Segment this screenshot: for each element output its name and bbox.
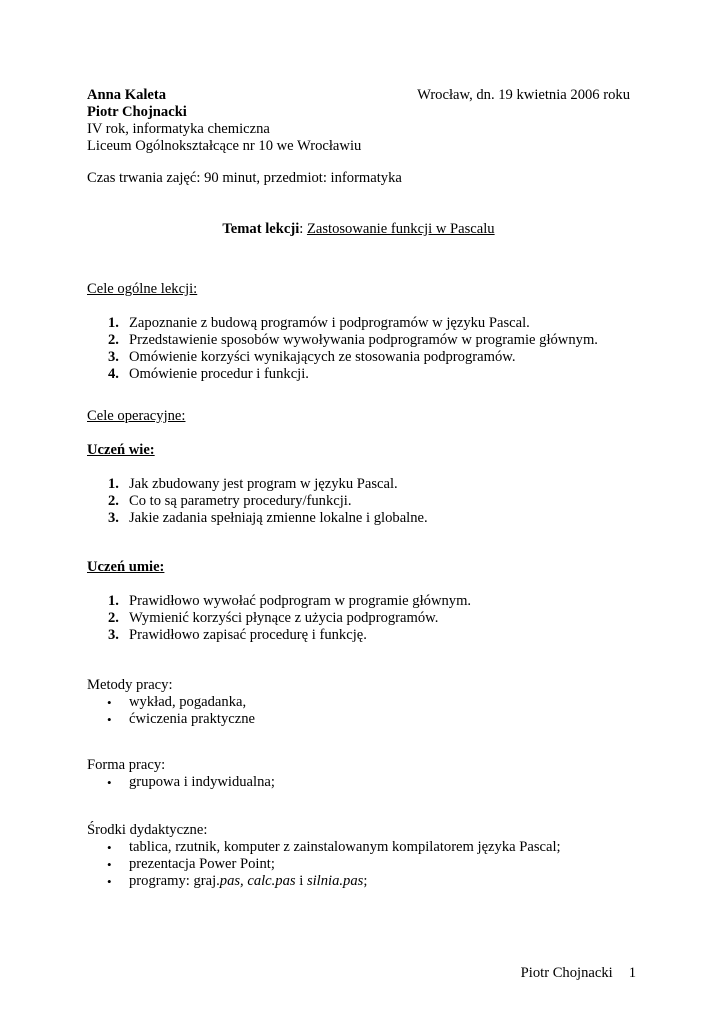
- place-date: Wrocław, dn. 19 kwietnia 2006 roku: [417, 87, 630, 103]
- teaching-aids-list: [87, 839, 630, 890]
- work-methods-section: [87, 677, 630, 728]
- student-can-list: [87, 593, 630, 644]
- student-can-heading: Uczeń umie:: [87, 559, 165, 575]
- page-number: 1: [628, 965, 636, 981]
- list-item: • wykład, pogadanka,: [107, 694, 247, 710]
- list-item: 1. Prawidłowo wywołać podprogram w programie głównym.: [108, 593, 472, 609]
- list-item: • grupowa i indywidualna;: [107, 774, 275, 790]
- topic-label: Temat lekcji: [222, 221, 300, 237]
- bullet-icon: •: [107, 857, 112, 872]
- student-knows-heading: Uczeń wie:: [87, 442, 155, 458]
- bullet-icon: •: [107, 840, 112, 855]
- list-item: 2. Co to są parametry procedury/funkcji.: [108, 493, 352, 509]
- school-name: Liceum Ogólnokształcące nr 10 we Wrocławiu: [87, 138, 362, 154]
- author-name-2: Piotr Chojnacki: [87, 104, 187, 120]
- work-form-section: [87, 757, 630, 791]
- teaching-aids-heading: Środki dydaktyczne:: [87, 822, 208, 838]
- list-item: • programy: graj.pas, calc.pas i silnia.pas;: [107, 873, 368, 889]
- list-item: 2. Przedstawienie sposobów wywoływania podprogramów w programie głównym.: [108, 332, 598, 348]
- study-year: IV rok, informatyka chemiczna: [87, 121, 270, 137]
- work-form-heading: Forma pracy:: [87, 757, 166, 773]
- footer-author: Piotr Chojnacki: [520, 965, 613, 981]
- bullet-icon: •: [107, 874, 112, 889]
- general-goals-heading: Cele ogólne lekcji:: [87, 281, 198, 297]
- list-item: • prezentacja Power Point;: [107, 856, 275, 872]
- page-footer: [521, 965, 636, 982]
- list-item: 2. Wymienić korzyści płynące z użycia podprogramów.: [108, 610, 439, 626]
- work-methods-list: [87, 694, 630, 728]
- work-methods-heading: Metody pracy:: [87, 677, 173, 693]
- lesson-duration: Czas trwania zajęć: 90 minut, przedmiot: informatyka: [87, 170, 402, 186]
- student-knows-section: [87, 442, 630, 527]
- student-can-section: [87, 559, 630, 644]
- general-goals-list: [87, 315, 630, 383]
- list-item: • tablica, rzutnik, komputer z zainstalowanym kompilatorem języka Pascal;: [107, 839, 561, 855]
- work-form-list: [87, 774, 630, 791]
- list-item: 3. Prawidłowo zapisać procedurę i funkcję.: [108, 627, 367, 643]
- operational-goals-heading: Cele operacyjne:: [87, 408, 186, 424]
- list-item: 1. Zapoznanie z budową programów i podprogramów w języku Pascal.: [108, 315, 530, 331]
- list-item: 4. Omówienie procedur i funkcji.: [108, 366, 309, 382]
- list-item: • ćwiczenia praktyczne: [107, 711, 255, 727]
- general-goals-section: [87, 281, 630, 383]
- teaching-aids-section: [87, 822, 630, 890]
- list-item: 1. Jak zbudowany jest program w języku Pascal.: [108, 476, 398, 492]
- lesson-topic: [87, 221, 630, 238]
- bullet-icon: •: [107, 712, 112, 727]
- author-name-1: Anna Kaleta: [87, 87, 167, 103]
- topic-value: Zastosowanie funkcji w Pascalu: [306, 221, 495, 237]
- bullet-icon: •: [107, 695, 112, 710]
- list-item: 3. Omówienie korzyści wynikających ze stosowania podprogramów.: [108, 349, 516, 365]
- topic-separator: :: [299, 221, 307, 237]
- list-item: 3. Jakie zadania spełniają zmienne lokalne i globalne.: [108, 510, 428, 526]
- bullet-icon: •: [107, 775, 112, 790]
- student-knows-list: [87, 476, 630, 527]
